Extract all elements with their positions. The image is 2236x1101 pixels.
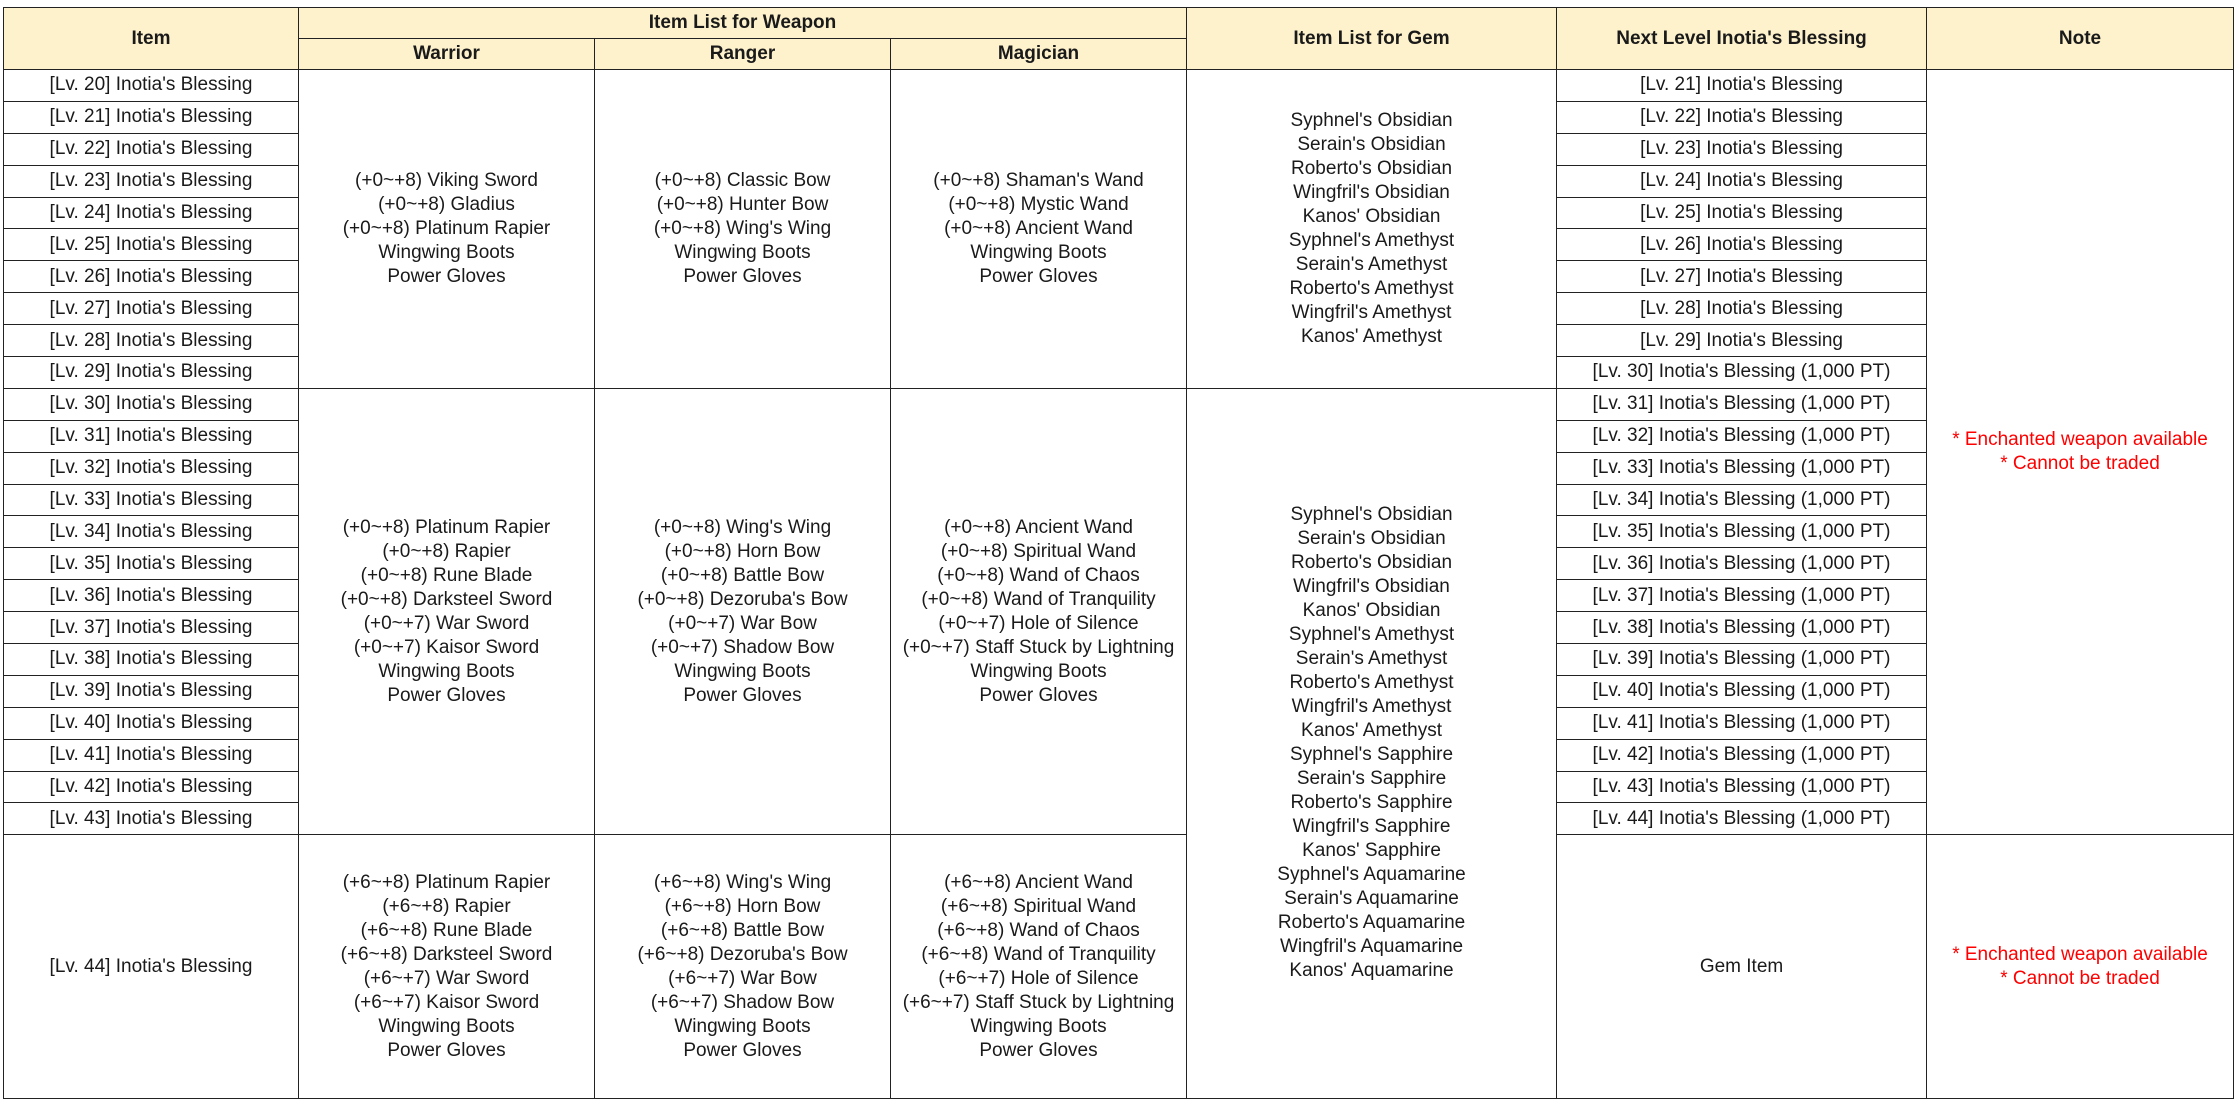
next-level-cell: [Lv. 37] Inotia's Blessing (1,000 PT) — [1557, 580, 1927, 612]
cell-line: (+6~+8) Darksteel Sword — [340, 943, 553, 965]
cell-line: (+6~+8) Wand of Tranquility — [921, 943, 1156, 965]
item-cell: [Lv. 29] Inotia's Blessing — [4, 357, 299, 389]
table-row — [4, 70, 2234, 102]
header-warrior: Warrior — [299, 39, 595, 70]
cell-line: Roberto's Obsidian — [1291, 157, 1453, 179]
item-cell: [Lv. 26] Inotia's Blessing — [4, 261, 299, 293]
cell-line: Serain's Obsidian — [1297, 133, 1446, 155]
item-cell: [Lv. 31] Inotia's Blessing — [4, 420, 299, 452]
cell-line: (+6~+7) War Bow — [668, 967, 817, 989]
cell-line: Power Gloves — [979, 265, 1098, 287]
cell-line: (+0~+8) Ancient Wand — [944, 217, 1133, 239]
cell-line: Power Gloves — [387, 265, 506, 287]
cell-line: (+6~+7) Shadow Bow — [650, 991, 835, 1013]
cell-line: Power Gloves — [387, 1039, 506, 1061]
next-level-cell: [Lv. 28] Inotia's Blessing — [1557, 293, 1927, 325]
cell-line: Roberto's Sapphire — [1290, 792, 1453, 814]
cell-line: Serain's Amethyst — [1295, 253, 1448, 275]
cell-line: (+6~+7) Kaisor Sword — [353, 991, 540, 1013]
item-cell: [Lv. 30] Inotia's Blessing — [4, 388, 299, 420]
cell-line: Power Gloves — [979, 1039, 1098, 1061]
cell-line: Kanos' Obsidian — [1302, 205, 1441, 227]
cell-line: Wingwing Boots — [674, 241, 811, 263]
cell-line: (+0~+8) Wing's Wing — [653, 516, 832, 538]
cell-line: (+0~+8) Rune Blade — [360, 564, 533, 586]
warrior-cell — [299, 388, 595, 834]
cell-line: Wingwing Boots — [378, 1015, 515, 1037]
cell-line: Kanos' Amethyst — [1301, 325, 1442, 347]
cell-line: (+0~+8) Darksteel Sword — [340, 588, 553, 610]
cell-line: (+6~+7) War Sword — [363, 967, 530, 989]
cell-line: Serain's Amethyst — [1295, 648, 1448, 670]
next-level-cell: [Lv. 30] Inotia's Blessing (1,000 PT) — [1557, 357, 1927, 389]
next-level-cell: [Lv. 41] Inotia's Blessing (1,000 PT) — [1557, 707, 1927, 739]
ranger-cell — [595, 835, 891, 1099]
cell-line: Serain's Sapphire — [1296, 768, 1447, 790]
cell-line: Wingwing Boots — [378, 241, 515, 263]
cell-line: Roberto's Obsidian — [1291, 552, 1453, 574]
cell-line: (+0~+7) Hole of Silence — [938, 612, 1139, 634]
warrior-cell — [299, 70, 595, 389]
cell-line: (+0~+8) Dezoruba's Bow — [637, 588, 848, 610]
next-level-cell: [Lv. 32] Inotia's Blessing (1,000 PT) — [1557, 420, 1927, 452]
next-level-cell: [Lv. 42] Inotia's Blessing (1,000 PT) — [1557, 739, 1927, 771]
cell-line: Wingfril's Aquamarine — [1279, 936, 1464, 958]
next-level-cell: [Lv. 31] Inotia's Blessing (1,000 PT) — [1557, 388, 1927, 420]
cell-line: (+0~+8) Wand of Tranquility — [921, 588, 1156, 610]
blessing-table — [3, 7, 2234, 1099]
next-level-cell: [Lv. 25] Inotia's Blessing — [1557, 197, 1927, 229]
magician-cell — [891, 835, 1187, 1099]
header-magician: Magician — [891, 39, 1187, 70]
gem-cell — [1187, 70, 1557, 389]
cell-line: * Cannot be traded — [2000, 453, 2160, 475]
cell-line: (+0~+8) Rapier — [382, 540, 511, 562]
next-level-cell: [Lv. 39] Inotia's Blessing (1,000 PT) — [1557, 644, 1927, 676]
item-cell: [Lv. 28] Inotia's Blessing — [4, 325, 299, 357]
cell-line: Syphnel's Amethyst — [1288, 229, 1455, 251]
cell-line: Kanos' Amethyst — [1301, 720, 1442, 742]
cell-line: Power Gloves — [683, 684, 802, 706]
cell-line: Kanos' Obsidian — [1302, 600, 1441, 622]
next-level-cell: [Lv. 24] Inotia's Blessing — [1557, 165, 1927, 197]
next-level-cell: [Lv. 44] Inotia's Blessing (1,000 PT) — [1557, 803, 1927, 835]
item-cell: [Lv. 25] Inotia's Blessing — [4, 229, 299, 261]
cell-line: (+6~+8) Spiritual Wand — [940, 895, 1137, 917]
item-cell: [Lv. 32] Inotia's Blessing — [4, 452, 299, 484]
item-cell: [Lv. 38] Inotia's Blessing — [4, 644, 299, 676]
cell-line: Power Gloves — [387, 684, 506, 706]
item-cell: [Lv. 37] Inotia's Blessing — [4, 612, 299, 644]
cell-line: Serain's Aquamarine — [1284, 888, 1459, 910]
cell-line: Syphnel's Amethyst — [1288, 624, 1455, 646]
item-cell: [Lv. 20] Inotia's Blessing — [4, 70, 299, 102]
item-cell: [Lv. 21] Inotia's Blessing — [4, 101, 299, 133]
item-cell: [Lv. 36] Inotia's Blessing — [4, 580, 299, 612]
cell-line: (+6~+8) Battle Bow — [660, 919, 825, 941]
cell-line: (+0~+8) Battle Bow — [660, 564, 825, 586]
cell-line: (+0~+7) Shadow Bow — [650, 636, 835, 658]
header-gem: Item List for Gem — [1187, 8, 1557, 70]
cell-line: Power Gloves — [683, 265, 802, 287]
item-cell: [Lv. 35] Inotia's Blessing — [4, 548, 299, 580]
next-level-cell: [Lv. 33] Inotia's Blessing (1,000 PT) — [1557, 452, 1927, 484]
cell-line: (+0~+8) Gladius — [378, 193, 515, 215]
cell-line: Roberto's Amethyst — [1289, 277, 1454, 299]
cell-line: (+6~+8) Wand of Chaos — [937, 919, 1140, 941]
next-level-cell: [Lv. 43] Inotia's Blessing (1,000 PT) — [1557, 771, 1927, 803]
cell-line: (+0~+8) Hunter Bow — [656, 193, 829, 215]
header-ranger: Ranger — [595, 39, 891, 70]
cell-line: (+0~+8) Shaman's Wand — [933, 169, 1144, 191]
next-level-cell: [Lv. 38] Inotia's Blessing (1,000 PT) — [1557, 612, 1927, 644]
magician-cell — [891, 388, 1187, 834]
item-cell: [Lv. 23] Inotia's Blessing — [4, 165, 299, 197]
cell-line: (+6~+8) Wing's Wing — [653, 871, 832, 893]
cell-line: (+0~+8) Platinum Rapier — [342, 516, 551, 538]
cell-line: Power Gloves — [979, 684, 1098, 706]
cell-line: Syphnel's Obsidian — [1290, 109, 1453, 131]
next-level-cell: [Lv. 26] Inotia's Blessing — [1557, 229, 1927, 261]
cell-line: (+0~+8) Platinum Rapier — [342, 217, 551, 239]
table-row — [4, 388, 2234, 420]
cell-line: (+0~+8) Wand of Chaos — [937, 564, 1140, 586]
warrior-cell — [299, 835, 595, 1099]
cell-line: (+0~+8) Ancient Wand — [944, 516, 1133, 538]
cell-line: Wingfril's Obsidian — [1293, 576, 1450, 598]
item-cell: [Lv. 40] Inotia's Blessing — [4, 707, 299, 739]
item-cell: [Lv. 44] Inotia's Blessing — [4, 835, 299, 1099]
header-item: Item — [4, 8, 299, 70]
cell-line: (+6~+8) Rune Blade — [360, 919, 533, 941]
next-level-cell: [Lv. 22] Inotia's Blessing — [1557, 101, 1927, 133]
cell-line: Power Gloves — [683, 1039, 802, 1061]
header-next-level: Next Level Inotia's Blessing — [1557, 8, 1927, 70]
cell-line: Syphnel's Obsidian — [1290, 504, 1453, 526]
cell-line: Wingfril's Obsidian — [1293, 181, 1450, 203]
header-weapon-group: Item List for Weapon — [299, 8, 1187, 39]
next-level-cell: [Lv. 29] Inotia's Blessing — [1557, 325, 1927, 357]
next-level-cell: [Lv. 21] Inotia's Blessing — [1557, 70, 1927, 102]
ranger-cell — [595, 70, 891, 389]
cell-line: Wingwing Boots — [674, 1015, 811, 1037]
cell-line: Wingwing Boots — [378, 660, 515, 682]
cell-line: Kanos' Aquamarine — [1289, 960, 1454, 982]
cell-line: (+0~+8) Classic Bow — [654, 169, 831, 191]
cell-line: Wingfril's Amethyst — [1291, 301, 1452, 323]
cell-line: Kanos' Sapphire — [1302, 840, 1441, 862]
cell-line: Wingwing Boots — [674, 660, 811, 682]
cell-line: (+6~+7) Staff Stuck by Lightning — [902, 991, 1175, 1013]
next-level-cell: [Lv. 34] Inotia's Blessing (1,000 PT) — [1557, 484, 1927, 516]
note-cell — [1927, 835, 2234, 1099]
cell-line: (+0~+7) Staff Stuck by Lightning — [902, 636, 1175, 658]
cell-line: * Enchanted weapon available — [1952, 943, 2208, 965]
cell-line: (+6~+8) Rapier — [382, 895, 511, 917]
next-level-cell: [Lv. 27] Inotia's Blessing — [1557, 261, 1927, 293]
cell-line: (+0~+8) Mystic Wand — [948, 193, 1129, 215]
header-note: Note — [1927, 8, 2234, 70]
next-level-cell: [Lv. 35] Inotia's Blessing (1,000 PT) — [1557, 516, 1927, 548]
cell-line: * Enchanted weapon available — [1952, 429, 2208, 451]
cell-line: (+6~+8) Platinum Rapier — [342, 871, 551, 893]
item-cell: [Lv. 34] Inotia's Blessing — [4, 516, 299, 548]
item-cell: [Lv. 42] Inotia's Blessing — [4, 771, 299, 803]
item-cell: [Lv. 43] Inotia's Blessing — [4, 803, 299, 835]
item-cell: [Lv. 24] Inotia's Blessing — [4, 197, 299, 229]
cell-line: (+0~+8) Spiritual Wand — [940, 540, 1137, 562]
cell-line: * Cannot be traded — [2000, 967, 2160, 989]
table-row — [4, 835, 2234, 1099]
cell-line: (+0~+7) Kaisor Sword — [353, 636, 540, 658]
item-cell: [Lv. 27] Inotia's Blessing — [4, 293, 299, 325]
cell-line: (+0~+8) Wing's Wing — [653, 217, 832, 239]
cell-line: Wingwing Boots — [970, 660, 1107, 682]
magician-cell — [891, 70, 1187, 389]
cell-line: Wingfril's Amethyst — [1291, 696, 1452, 718]
item-cell: [Lv. 22] Inotia's Blessing — [4, 133, 299, 165]
cell-line: Roberto's Amethyst — [1289, 672, 1454, 694]
cell-line: Syphnel's Sapphire — [1289, 744, 1454, 766]
table-body — [4, 70, 2234, 1099]
cell-line: (+0~+7) War Sword — [363, 612, 530, 634]
cell-line: (+6~+8) Dezoruba's Bow — [637, 943, 848, 965]
cell-line: (+0~+8) Viking Sword — [355, 169, 538, 191]
cell-line: (+6~+8) Horn Bow — [664, 895, 821, 917]
cell-line: Wingwing Boots — [970, 1015, 1107, 1037]
note-cell — [1927, 70, 2234, 835]
item-cell: [Lv. 41] Inotia's Blessing — [4, 739, 299, 771]
cell-line: Roberto's Aquamarine — [1277, 912, 1466, 934]
cell-line: Wingfril's Sapphire — [1292, 816, 1451, 838]
next-level-cell: Gem Item — [1557, 835, 1927, 1099]
cell-line: (+0~+8) Horn Bow — [664, 540, 821, 562]
cell-line: Wingwing Boots — [970, 241, 1107, 263]
cell-line: (+0~+7) War Bow — [668, 612, 817, 634]
next-level-cell: [Lv. 40] Inotia's Blessing (1,000 PT) — [1557, 675, 1927, 707]
cell-line: Serain's Obsidian — [1297, 528, 1446, 550]
item-cell: [Lv. 33] Inotia's Blessing — [4, 484, 299, 516]
next-level-cell: [Lv. 36] Inotia's Blessing (1,000 PT) — [1557, 548, 1927, 580]
cell-line: (+6~+7) Hole of Silence — [938, 967, 1139, 989]
next-level-cell: [Lv. 23] Inotia's Blessing — [1557, 133, 1927, 165]
cell-line: (+6~+8) Ancient Wand — [944, 871, 1133, 893]
cell-line: Syphnel's Aquamarine — [1277, 864, 1466, 886]
gem-cell — [1187, 388, 1557, 1098]
ranger-cell — [595, 388, 891, 834]
item-cell: [Lv. 39] Inotia's Blessing — [4, 675, 299, 707]
